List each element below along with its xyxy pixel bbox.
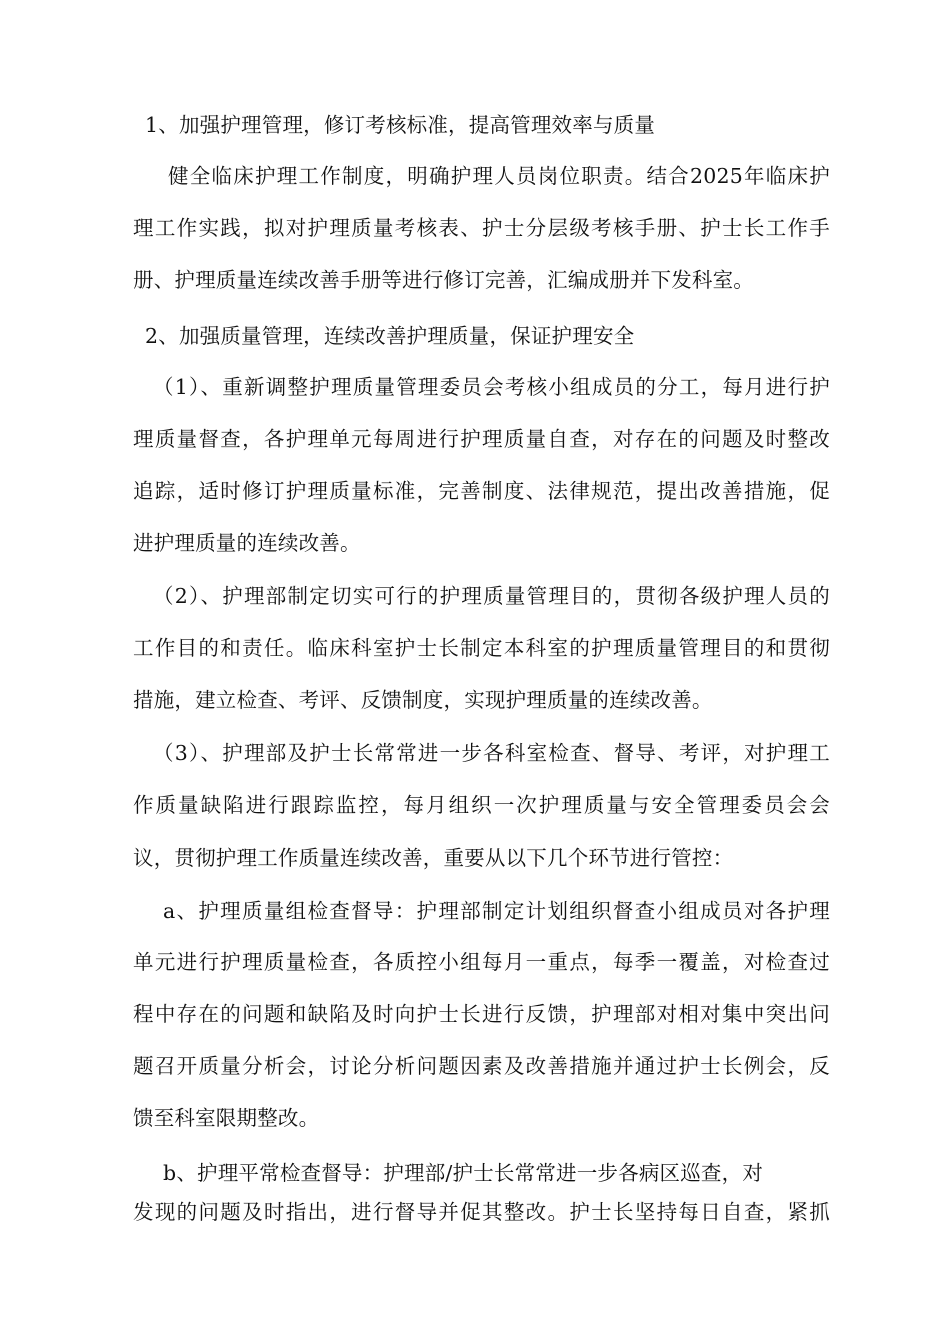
paragraph-line: 发现的问题及时指出，进行督导并促其整改。护士长坚持每日自查，紧抓: [133, 1200, 830, 1224]
paragraph-line: 措施，建立检查、考评、反馈制度，实现护理质量的连续改善。: [133, 688, 713, 712]
paragraph-line: 单元进行护理质量检查，各质控小组每月一重点，每季一覆盖，对检查过: [133, 950, 830, 974]
heading-1: 1、加强护理管理，修订考核标准，提高管理效率与质量: [145, 113, 656, 137]
paragraph-line: 馈至科室限期整改。: [133, 1106, 320, 1130]
paragraph-line: 健全临床护理工作制度，明确护理人员岗位职责。结合2025年临床护: [168, 164, 830, 188]
paragraph-line: 理工作实践，拟对护理质量考核表、护士分层级考核手册、护士长工作手: [133, 216, 830, 240]
paragraph-line: （2）、护理部制定切实可行的护理质量管理目的，贯彻各级护理人员的: [153, 584, 830, 608]
paragraph-line: 题召开质量分析会，讨论分析问题因素及改善措施并通过护士长例会，反: [133, 1054, 830, 1078]
paragraph-line: b、护理平常检查督导：护理部/护士长常常进一步各病区巡查，对: [163, 1161, 764, 1185]
paragraph-line: 程中存在的问题和缺陷及时向护士长进行反馈，护理部对相对集中突出问: [133, 1002, 830, 1026]
paragraph-line: a、护理质量组检查督导：护理部制定计划组织督查小组成员对各护理: [163, 899, 830, 923]
paragraph-line: 工作目的和责任。临床科室护士长制定本科室的护理质量管理目的和贯彻: [133, 636, 830, 660]
paragraph-line: （3）、护理部及护士长常常进一步各科室检查、督导、考评，对护理工: [153, 741, 830, 765]
paragraph-line: 理质量督查，各护理单元每周进行护理质量自查，对存在的问题及时整改: [133, 427, 830, 451]
paragraph-line: 进护理质量的连续改善。: [133, 531, 361, 555]
paragraph-line: 册、护理质量连续改善手册等进行修订完善，汇编成册并下发科室。: [133, 268, 754, 292]
paragraph-line: （1）、重新调整护理质量管理委员会考核小组成员的分工，每月进行护: [153, 375, 830, 399]
heading-2: 2、加强质量管理，连续改善护理质量，保证护理安全: [145, 324, 635, 348]
paragraph-line: 作质量缺陷进行跟踪监控，每月组织一次护理质量与安全管理委员会会: [133, 793, 830, 817]
paragraph-line: 追踪，适时修订护理质量标准，完善制度、法律规范，提出改善措施，促: [133, 479, 830, 503]
paragraph-line: 议，贯彻护理工作质量连续改善，重要从以下几个环节进行管控：: [133, 846, 734, 870]
